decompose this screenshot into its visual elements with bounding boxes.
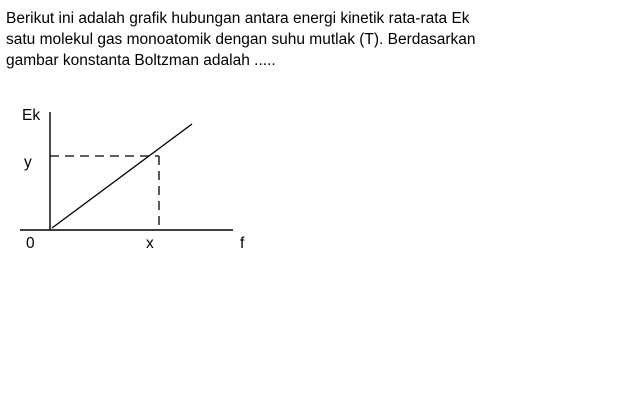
- y-tick-label: y: [24, 154, 32, 171]
- question-text: Berikut ini adalah grafik hubungan antara energi kinetik rata-rata Ek satu molekul gas monoatomik dengan suhu mutlak (T). Berdasarkan gambar konstanta Boltzman adalah .....: [6, 10, 480, 69]
- y-axis-label: Ek: [22, 107, 41, 124]
- x-tick-label: x: [146, 235, 154, 252]
- origin-label: 0: [26, 235, 35, 252]
- x-axis-label: f: [240, 235, 245, 252]
- plot-line: [52, 124, 192, 228]
